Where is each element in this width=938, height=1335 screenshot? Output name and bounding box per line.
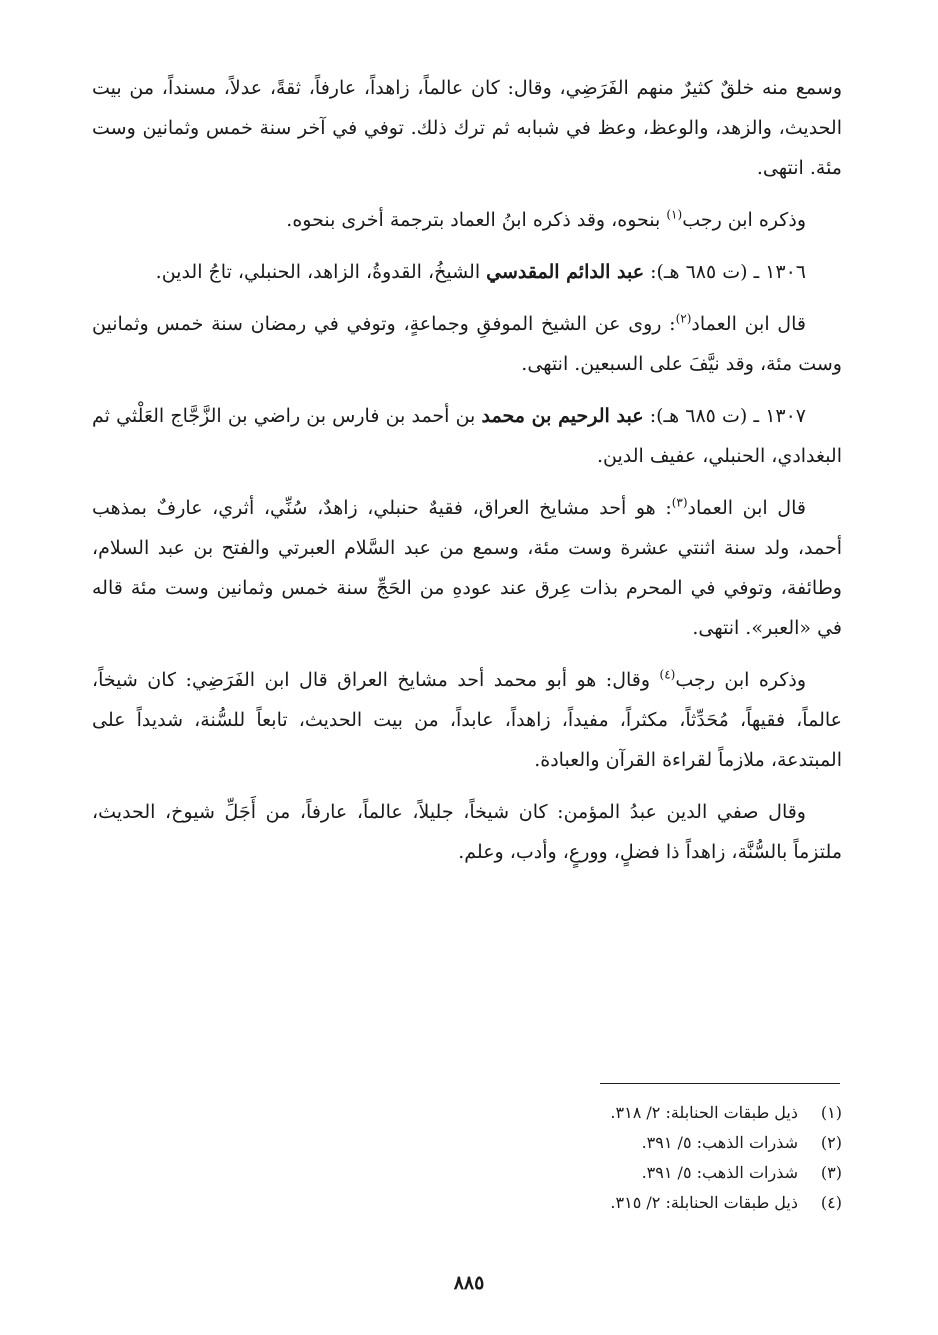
footnote-text: شذرات الذهب: ٥/ ٣٩١.: [641, 1163, 798, 1182]
footnote-number: (٢): [820, 1133, 842, 1152]
page-number: ٨٨٥: [453, 1272, 485, 1294]
paragraph-6: [92, 488, 842, 648]
paragraph-text: بن أحمد بن فارس بن راضي بن الزَّجَّاج العَلْثي ثم البغدادي، الحنبلي، عفيف الدين.: [92, 405, 842, 467]
footnote-number: (٣): [820, 1163, 842, 1182]
paragraph-text: وسمع منه خلقٌ كثيرٌ منهم الفَرَضِي، وقال: كان عالماً، زاهداً، عارفاً، ثقةً، عدلاً، مسنداً، من بيت الحديث، والزهد، والوعظ، وعظ في شبابه ثم ترك ذلك. توفي في آخر سنة خمس وثمانين وست مئة. انتهى.: [92, 77, 842, 179]
paragraph-text: وقال صفي الدين عبدُ المؤمن: كان شيخاً، جليلاً، عالماً، عارفاً، من أَجَلِّ شيوخ، الحديث، ملتزماً بالسُّنَّة، زاهداً ذا فضلٍ، وورعٍ، وأدب، وعلم.: [92, 801, 842, 863]
entry-1306: [92, 252, 842, 292]
footnote-4: [242, 1188, 842, 1218]
paragraph-text: بنحوه، وقد ذكره ابنُ العماد بترجمة أخرى بنحوه.: [286, 209, 667, 231]
paragraph-text: : هو أحد مشايخ العراق، فقيهٌ حنبلي، زاهدٌ، سُنِّي، أثري، عارفٌ بمذهب أحمد، ولد سنة اثنتي عشرة وست مئة، وسمع من عبد السَّلام العبرتي والفتح بن عبد السلام، وطائفة، وتوفي في المحرم بذات عِرق عند عودهِ من الحَجِّ سنة خمس وثمانين وست مئة قاله في «العبر». انتهى.: [92, 497, 842, 639]
footnote-ref: (٣): [671, 495, 688, 510]
paragraph-text: وقال: هو أبو محمد أحد مشايخ العراق قال ابن الفَرَضِي: كان شيخاً، عالماً، فقيهاً، مُحَدِّثاً، مكثراً، مفيداً، زاهداً، عابداً، من بيت الحديث، تابعاً للسُّنة، شديداً على المبتدعة، ملازماً لقراءة القرآن والعبادة.: [92, 669, 842, 771]
paragraph-text: وذكره ابن رجب: [682, 209, 806, 231]
footnote-text: شذرات الذهب: ٥/ ٣٩١.: [641, 1133, 798, 1152]
entry-name: عبد الدائم المقدسي: [486, 261, 645, 283]
paragraph-2: [92, 200, 842, 240]
footnote-ref: (٤): [659, 667, 676, 682]
entry-name: عبد الرحيم بن محمد: [481, 405, 644, 427]
footnote-2: [242, 1128, 842, 1158]
footnote-divider: [600, 1083, 840, 1084]
paragraph-text: قال ابن العماد: [687, 497, 806, 519]
footnote-text: ذيل طبقات الحنابلة: ٢/ ٣١٨.: [610, 1103, 798, 1122]
paragraph-4: [92, 304, 842, 384]
footnote-number: (١): [820, 1103, 842, 1122]
entry-1307: [92, 396, 842, 476]
footnote-ref: (٢): [675, 311, 692, 326]
footnote-ref: (١): [666, 207, 683, 222]
footnote-1: [242, 1098, 842, 1128]
paragraph-1: [92, 68, 842, 188]
paragraph-8: [92, 792, 842, 872]
footnote-3: [242, 1158, 842, 1188]
entry-number: ١٣٠٧ ـ (ت ٦٨٥ هـ):: [643, 405, 807, 427]
paragraph-text: الشيخُ، القدوةُ، الزاهد، الحنبلي، تاجُ الدين.: [155, 261, 487, 283]
main-text: [92, 68, 842, 884]
paragraph-text: وذكره ابن رجب: [675, 669, 806, 691]
footnotes: [242, 1098, 842, 1218]
footnote-number: (٤): [820, 1193, 842, 1212]
paragraph-text: قال ابن العماد: [691, 313, 806, 335]
paragraph-text: : روى عن الشيخ الموفقِ وجماعةٍ، وتوفي في رمضان سنة خمس وثمانين وست مئة، وقد نيَّفَ على السبعين. انتهى.: [92, 313, 842, 375]
paragraph-7: [92, 660, 842, 780]
entry-number: ١٣٠٦ ـ (ت ٦٨٥ هـ):: [644, 261, 806, 283]
footnote-text: ذيل طبقات الحنابلة: ٢/ ٣١٥.: [610, 1193, 798, 1212]
